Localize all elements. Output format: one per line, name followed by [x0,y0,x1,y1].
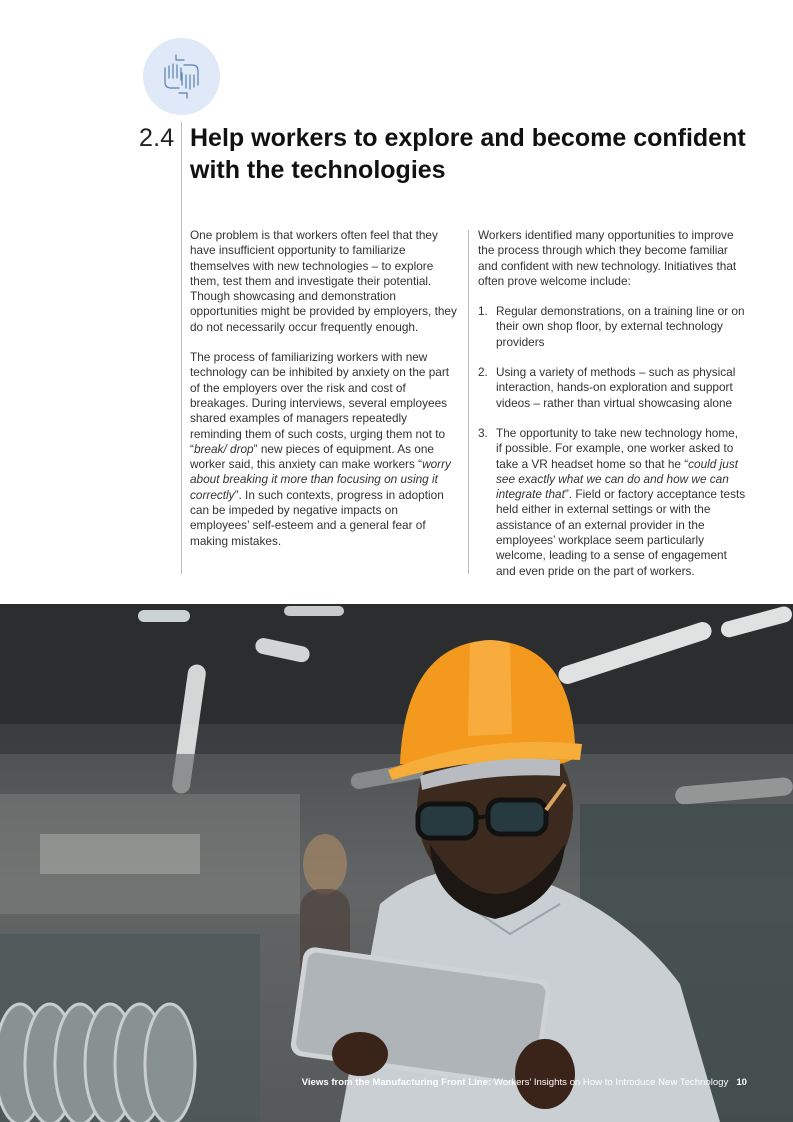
initiatives-list [478,304,746,579]
paragraph: Workers identified many opportunities to improve the process through which they become familiar and confident with new technology. Initiatives that often prove welcome include: [478,228,737,288]
right-column [478,228,746,594]
factory-worker-photo [0,604,793,1122]
left-column [190,228,458,564]
paragraph: The process of familiarizing workers with new technology can be inhibited by anxiety on the part of the employers over the risk and cost of breakages. During interviews, several employees shared examples of managers repeatedly reminding them of such costs, urging them not to “break/ drop” new pieces of equipment. As one worker said, this anxiety can make workers “worry about breaking it more than focusing on using it correctly”. In such contexts, progress in adoption can be impeded by negative impacts on employees’ self-esteem and a general fear of making mistakes. [190,350,451,548]
list-item: 1. Regular demonstrations, on a training line or on their own shop floor, by external technology providers [478,304,745,349]
column-divider [468,230,469,574]
section-number: 2.4 [139,124,175,152]
page-number: 10 [736,1077,747,1088]
section-title: Help workers to explore and become confident with the technologies [190,124,746,184]
divider [181,122,182,574]
hands-together-icon [143,38,220,115]
page-footer: Views from the Manufacturing Front Line: Workers’ Insights on How to Introduce New Technology 10 [301,1077,747,1088]
paragraph: One problem is that workers often feel that they have insufficient opportunity to familiarize themselves with new technologies – to explore them, test them and investigate their potential. Though showcasing and demonstration opportunities might be provided by employers, they do not necessarily occur frequently enough. [190,228,457,334]
list-item: 2. Using a variety of methods – such as physical interaction, hands-on exploration and support videos – rather than virtual showcasing alone [478,365,736,410]
list-item: 3. The opportunity to take new technology home, if possible. For example, one worker asked to take a VR headset home so that he “could just see exactly what we can do and how we can integrate that”. Field or factory acceptance tests held either in external settings or with the assistance of an external provider in the employees’ workplace seem particularly welcome, leading to a sense of engagement and even pride on the part of workers. [478,425,746,578]
